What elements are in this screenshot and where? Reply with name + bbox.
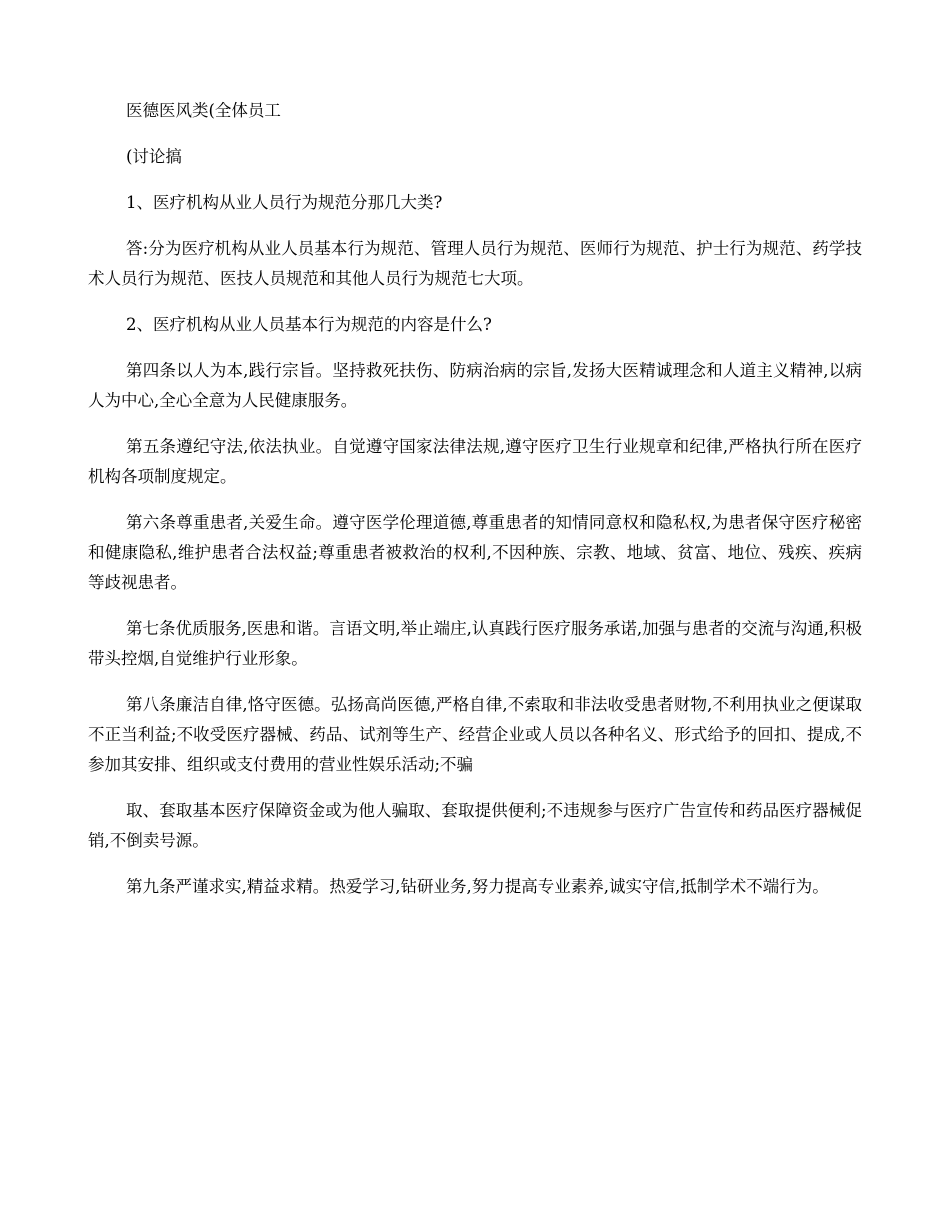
- doc-subtitle: (讨论搞: [126, 147, 182, 166]
- document-body: [88, 96, 862, 918]
- question-2: 2、医疗机构从业人员基本行为规范的内容是什么?: [126, 315, 492, 334]
- article-8-continued: 取、套取基本医疗保障资金或为他人骗取、套取提供便利;不违规参与医疗广告宣传和药品医疗器械促销,不倒卖号源。: [88, 801, 862, 850]
- article-8: 第八条廉洁自律,恪守医德。弘扬高尚医德,严格自律,不索取和非法收受患者财物,不利用执业之便谋取不正当利益;不收受医疗器械、药品、试剂等生产、经营企业或人员以各种名义、形式给予的回扣、提成,不参加其安排、组织或支付费用的营业性娱乐活动;不骗: [88, 695, 862, 774]
- article-6: 第六条尊重患者,关爱生命。遵守医学伦理道德,尊重患者的知情同意权和隐私权,为患者保守医疗秘密和健康隐私,维护患者合法权益;尊重患者被救治的权利,不因种族、宗教、地域、贫富、地位、残疾、疾病等歧视患者。: [88, 513, 862, 592]
- question-1: 1、医疗机构从业人员行为规范分那几大类?: [126, 193, 443, 212]
- article-9: 第九条严谨求实,精益求精。热爱学习,钻研业务,努力提高专业素养,诚实守信,抵制学术不端行为。: [126, 877, 829, 896]
- answer-1: 答:分为医疗机构从业人员基本行为规范、管理人员行为规范、医师行为规范、护士行为规范、药学技术人员行为规范、医技人员规范和其他人员行为规范七大项。: [88, 239, 862, 288]
- article-5: 第五条遵纪守法,依法执业。自觉遵守国家法律法规,遵守医疗卫生行业规章和纪律,严格执行所在医疗机构各项制度规定。: [88, 437, 862, 486]
- doc-title: 医德医风类(全体员工: [126, 101, 281, 120]
- article-4: 第四条以人为本,践行宗旨。坚持救死扶伤、防病治病的宗旨,发扬大医精诚理念和人道主义精神,以病人为中心,全心全意为人民健康服务。: [88, 361, 862, 410]
- article-7: 第七条优质服务,医患和谐。言语文明,举止端庄,认真践行医疗服务承诺,加强与患者的交流与沟通,积极带头控烟,自觉维护行业形象。: [88, 619, 862, 668]
